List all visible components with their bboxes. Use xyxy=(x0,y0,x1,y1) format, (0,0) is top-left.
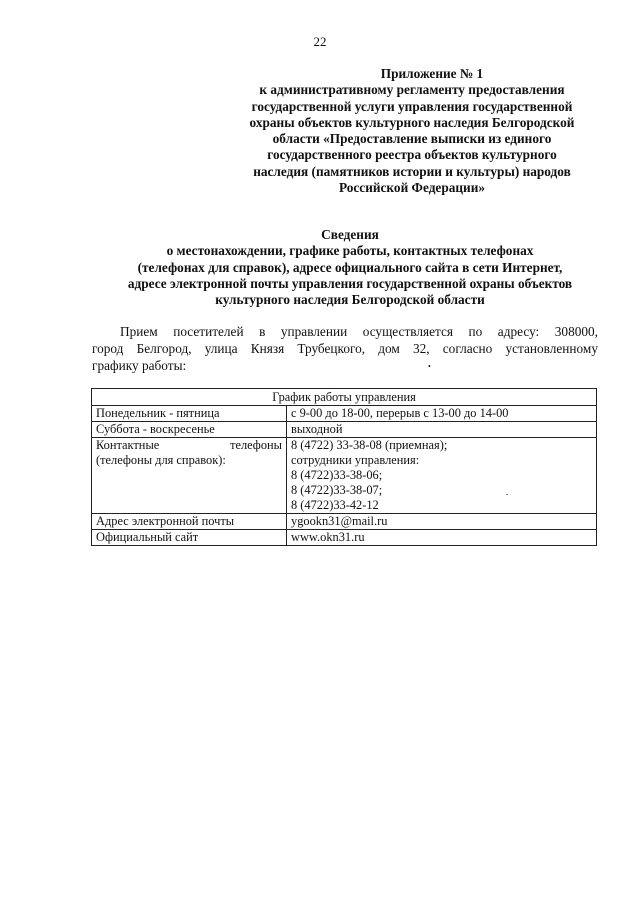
appendix-line: Российской Федерации» xyxy=(338,180,486,196)
email-label: Адрес электронной почты xyxy=(92,514,287,530)
info-heading xyxy=(0,227,640,308)
intro-line: город Белгород, улица Князя Трубецкого, дом 32, согласно установленному xyxy=(92,341,598,356)
info-line: о местонахождении, графике работы, контактных телефонах xyxy=(166,243,534,259)
appendix-title: Приложение № 1 xyxy=(380,66,484,81)
table-row xyxy=(92,406,597,422)
info-title: Сведения xyxy=(321,227,379,242)
intro-line: графику работы: xyxy=(92,358,187,373)
table-header: График работы управления xyxy=(92,389,597,406)
appendix-header xyxy=(222,66,602,196)
table-row xyxy=(92,422,597,438)
intro-paragraph xyxy=(92,323,598,374)
contacts-value xyxy=(287,438,597,514)
weekdays-value: с 9-00 до 18-00, перерыв с 13-00 до 14-00 xyxy=(287,406,597,422)
appendix-line: области «Предоставление выписки из единого xyxy=(272,131,552,147)
contacts-label-word: телефоны xyxy=(230,438,282,452)
scan-speck xyxy=(506,494,508,495)
intro-line: Прием посетителей в управлении осуществляется по адресу: 308000, xyxy=(120,324,598,339)
weekend-value: выходной xyxy=(287,422,597,438)
stray-mark: • xyxy=(428,362,431,371)
appendix-line: к административному регламенту предоставления xyxy=(259,82,565,98)
appendix-line: государственной услуги управления государственной xyxy=(251,98,573,114)
weekdays-label: Понедельник - пятница xyxy=(92,406,287,422)
table-row xyxy=(92,530,597,546)
contacts-label-line: (телефоны для справок): xyxy=(96,453,226,467)
phone-line: 8 (4722)33-38-07; xyxy=(291,483,383,497)
contacts-label xyxy=(92,438,287,514)
info-line: адресе электронной почты управления государственной охраны объектов xyxy=(127,275,573,291)
page-number: 22 xyxy=(313,34,327,49)
table-row xyxy=(92,438,597,514)
appendix-line: государственного реестра объектов культурного xyxy=(267,147,557,163)
phone-line: 8 (4722)33-38-06; xyxy=(291,468,383,482)
phone-line: 8 (4722) 33-38-08 (приемная); xyxy=(291,438,448,452)
weekend-label: Суббота - воскресенье xyxy=(92,422,287,438)
email-value: ygookn31@mail.ru xyxy=(287,514,597,530)
phone-line: 8 (4722)33-42-12 xyxy=(291,498,379,512)
website-label: Официальный сайт xyxy=(92,530,287,546)
info-line: (телефонах для справок), адресе официального сайта в сети Интернет, xyxy=(137,259,563,275)
appendix-line: наследия (памятников истории и культуры) народов xyxy=(253,163,571,179)
schedule-table xyxy=(91,388,597,546)
appendix-line: охраны объектов культурного наследия Белгородской xyxy=(249,114,575,130)
table-row xyxy=(92,514,597,530)
website-value: www.okn31.ru xyxy=(287,530,597,546)
contacts-label-word: Контактные xyxy=(96,438,160,452)
table-header-row xyxy=(92,389,597,406)
phone-line: сотрудники управления: xyxy=(291,453,420,467)
info-line: культурного наследия Белгородской области xyxy=(215,292,485,308)
